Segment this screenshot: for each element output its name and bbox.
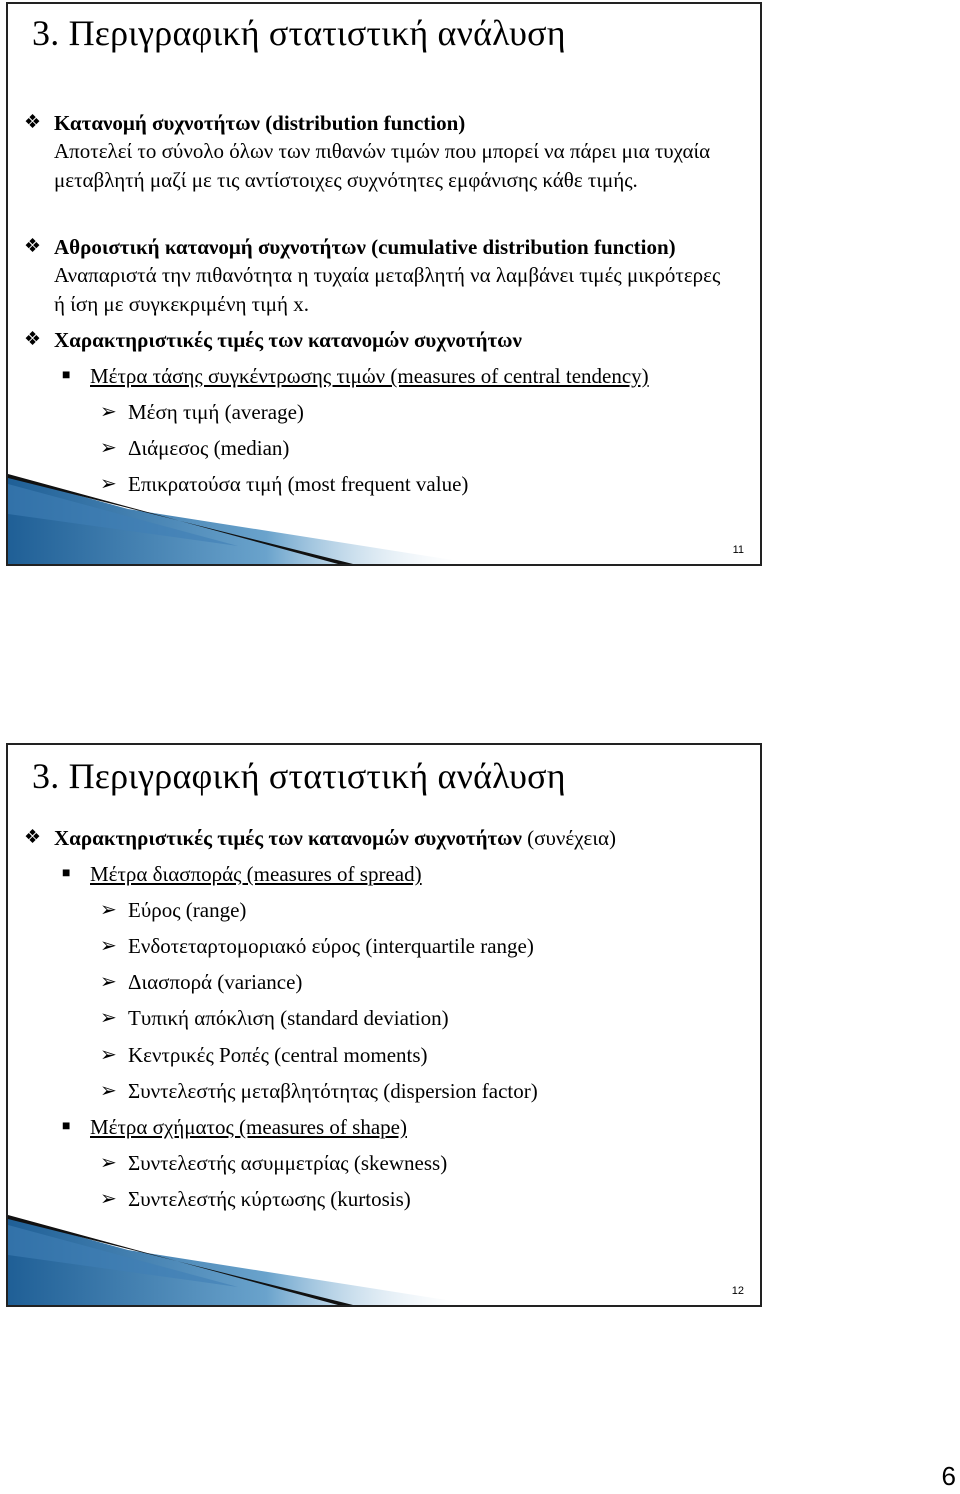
diamond-bullet-icon: ❖ [24,236,42,257]
item-text: Επικρατούσα τιμή (most frequent value) [128,472,469,496]
item-text: Ενδοτεταρτομοριακό εύρος (interquartile range) [128,934,534,958]
item-text: Εύρος (range) [128,898,247,922]
arrow-bullet-icon: ➢ [100,401,117,423]
arrow-bullet-icon: ➢ [100,935,117,957]
item-heading: Χαρακτηριστικές τιμές των κατανομών συχνοτήτων [54,328,522,352]
slide-decoration [8,1215,760,1305]
item-heading: Χαρακτηριστικές τιμές των κατανομών συχνοτήτων [54,826,522,850]
arrow-bullet-icon: ➢ [100,473,117,495]
arrow-bullet-icon: ➢ [100,1080,117,1102]
sub-heading: Μέτρα τάσης συγκέντρωσης τιμών (measures of central tendency) [90,364,649,388]
item-description: Αποτελεί το σύνολο όλων των πιθανών τιμών που μπορεί να πάρει μια τυχαία μεταβλητή μαζί με τις αντίστοιχες συχνότητες εμφάνισης κάθε τιμής. [54,139,711,192]
diamond-bullet-icon: ❖ [24,112,42,133]
item-text: Διασπορά (variance) [128,970,303,994]
arrow-bullet-icon: ➢ [100,899,117,921]
slide-decoration [8,474,760,564]
sub-heading: Μέτρα διασποράς (measures of spread) [90,862,422,886]
item-text: Τυπική απόκλιση (standard deviation) [128,1006,449,1030]
slide-11 [6,2,762,566]
arrow-bullet-icon: ➢ [100,971,117,993]
document-page-number: 6 [941,1461,956,1491]
square-bullet-icon: ■ [62,368,71,383]
diamond-bullet-icon: ❖ [24,827,42,848]
item-description: Αναπαριστά την πιθανότητα η τυχαία μεταβλητή να λαμβάνει τιμές μικρότερες ή ίση με συγκεκριμένη τιμή x. [54,263,721,316]
item-text: Κεντρικές Ροπές (central moments) [128,1043,428,1067]
arrow-bullet-icon: ➢ [100,1044,117,1066]
arrow-bullet-icon: ➢ [100,1152,117,1174]
slide-12 [6,743,762,1307]
slide-page-number: 11 [732,544,744,556]
item-heading: Κατανομή συχνοτήτων (distribution function) [54,111,466,135]
item-text: Μέση τιμή (average) [128,400,304,424]
item-text: Διάμεσος (median) [128,436,290,460]
item-heading-suffix: (συνέχεια) [521,826,616,850]
diamond-bullet-icon: ❖ [24,329,42,350]
item-text: Συντελεστής κύρτωσης (kurtosis) [128,1187,411,1211]
sub-heading: Μέτρα σχήματος (measures of shape) [90,1115,407,1139]
square-bullet-icon: ■ [62,1119,71,1134]
slide-title: 3. Περιγραφική στατιστική ανάλυση [32,756,566,796]
item-text: Συντελεστής ασυμμετρίας (skewness) [128,1151,448,1175]
arrow-bullet-icon: ➢ [100,1188,117,1210]
arrow-bullet-icon: ➢ [100,1007,117,1029]
arrow-bullet-icon: ➢ [100,437,117,459]
item-heading: Αθροιστική κατανομή συχνοτήτων (cumulative distribution function) [54,235,676,259]
square-bullet-icon: ■ [62,866,71,881]
item-text: Συντελεστής μεταβλητότητας (dispersion factor) [128,1079,538,1103]
slide-title: 3. Περιγραφική στατιστική ανάλυση [32,13,566,53]
slide-page-number: 12 [731,1285,744,1297]
